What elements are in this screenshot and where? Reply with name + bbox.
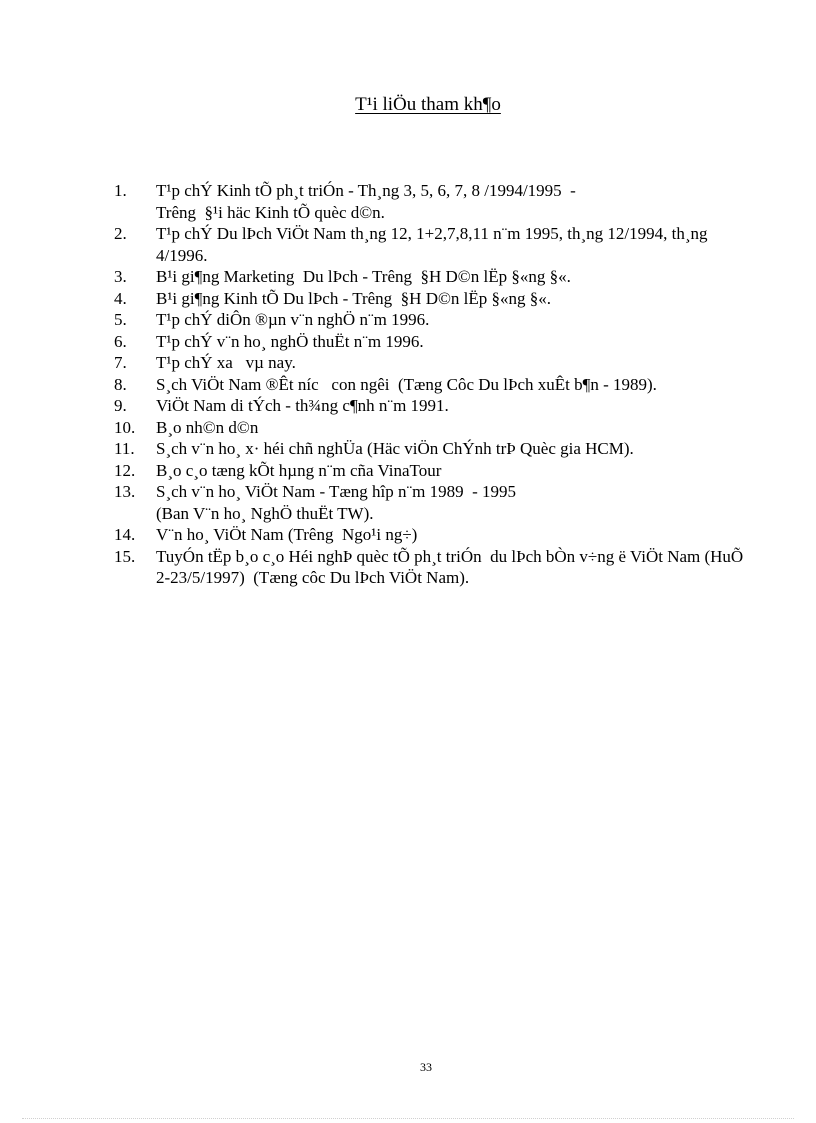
- reference-text: B¹i gi¶ng Kinh tÕ Du lÞch - Trêng §H D©n lËp §«ng §«.: [156, 288, 552, 308]
- reference-number: 13.: [114, 482, 136, 501]
- reference-number: 3.: [114, 267, 127, 286]
- reference-number: 10.: [114, 417, 136, 437]
- reference-text: T¹p chÝ v¨n ho¸ nghÖ thuËt n¨m 1996.: [156, 331, 424, 351]
- reference-number: 6.: [114, 331, 127, 351]
- reference-item: [114, 223, 754, 266]
- reference-text: T¹p chÝ xa vµ nay.: [156, 353, 296, 372]
- reference-text: B¸o c¸o tæng kÕt hµng n¨m cña VinaTour: [156, 460, 442, 480]
- page-number: 33: [420, 1060, 432, 1074]
- reference-item: [114, 546, 754, 589]
- reference-number: 2.: [114, 224, 127, 243]
- reference-item: [114, 438, 754, 460]
- reference-item: [114, 180, 754, 223]
- reference-item: [114, 374, 754, 396]
- reference-number: 4.: [114, 288, 127, 308]
- reference-text: T¹p chÝ Kinh tÕ ph¸t triÓn - Th¸ng 3, 5, 6, 7, 8 /1994/1995 - Trêng §¹i häc Kinh tÕ quèc d©n.: [156, 181, 576, 222]
- reference-number: 11.: [114, 439, 135, 458]
- reference-number: 5.: [114, 310, 127, 329]
- reference-text: TuyÓn tËp b¸o c¸o Héi nghÞ quèc tÕ ph¸t triÓn du lÞch bÒn v÷ng ë ViÖt Nam (HuÕ 2-23/5/1997) (Tæng côc Du lÞch ViÖt Nam).: [156, 546, 748, 587]
- reference-text: T¹p chÝ Du lÞch ViÖt Nam th¸ng 12, 1+2,7,8,11 n¨m 1995, th¸ng 12/1994, th¸ng 4/1996.: [156, 224, 712, 265]
- reference-item: [114, 417, 754, 439]
- reference-number: 1.: [114, 181, 127, 200]
- reference-item: [114, 309, 754, 331]
- reference-item: [114, 460, 754, 482]
- reference-number: 7.: [114, 353, 127, 372]
- reference-item: [114, 481, 754, 524]
- reference-number: 14.: [114, 525, 136, 544]
- page-title: T¹i liÖu tham kh¶o: [355, 94, 501, 115]
- reference-item: [114, 288, 754, 310]
- reference-text: S¸ch v¨n ho¸ ViÖt Nam - Tæng hîp n¨m 1989 - 1995 (Ban V¨n ho¸ NghÖ thuËt TW).: [156, 482, 517, 523]
- reference-number: 12.: [114, 460, 136, 480]
- reference-text: ViÖt Nam di tÝch - th¾ng c¶nh n¨m 1991.: [156, 396, 449, 415]
- reference-number: 8.: [114, 374, 127, 394]
- reference-item: [114, 352, 754, 374]
- reference-item: [114, 395, 754, 417]
- reference-number: 15.: [114, 546, 136, 566]
- reference-list: [114, 180, 754, 589]
- reference-text: B¸o nh©n d©n: [156, 417, 259, 437]
- reference-item: [114, 524, 754, 546]
- reference-item: [114, 331, 754, 353]
- reference-text: V¨n ho¸ ViÖt Nam (Trêng Ngo¹i ng÷): [156, 525, 418, 544]
- reference-text: S¸ch ViÖt Nam ®Êt níc con ngêi (Tæng Côc Du lÞch xuÊt b¶n - 1989).: [156, 374, 657, 394]
- reference-item: [114, 266, 754, 288]
- page-bottom-border: [22, 1118, 794, 1119]
- reference-text: T¹p chÝ diÔn ®µn v¨n nghÖ n¨m 1996.: [156, 310, 430, 329]
- reference-number: 9.: [114, 396, 127, 415]
- reference-text: S¸ch v¨n ho¸ x· héi chñ nghÜa (Häc viÖn ChÝnh trÞ Quèc gia HCM).: [156, 439, 634, 458]
- reference-text: B¹i gi¶ng Marketing Du lÞch - Trêng §H D©n lËp §«ng §«.: [156, 267, 571, 286]
